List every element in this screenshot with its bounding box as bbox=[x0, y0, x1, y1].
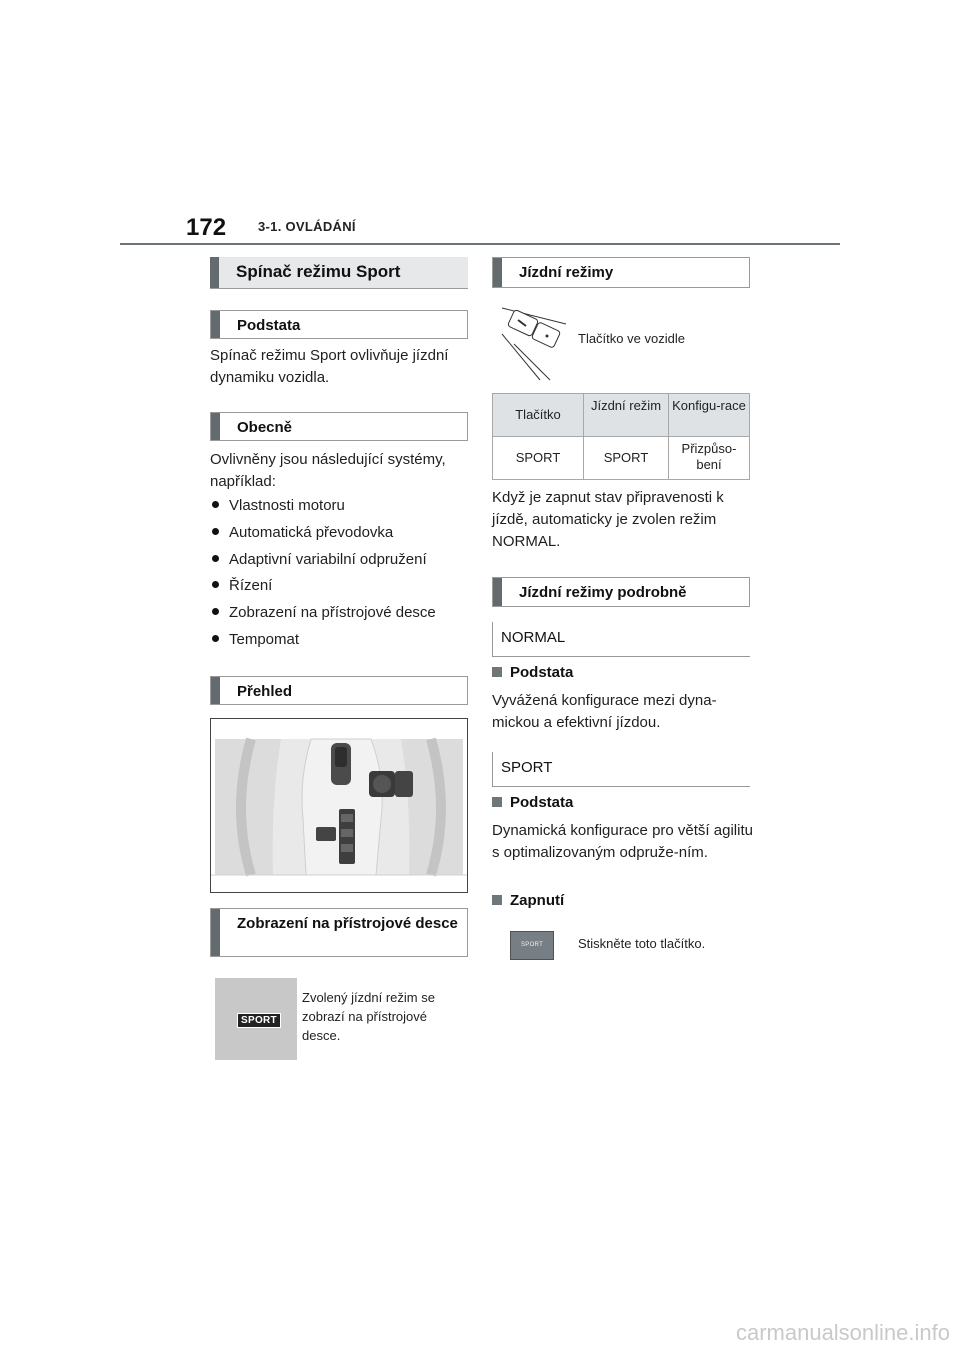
detail-title: Jízdní režimy podrobně bbox=[519, 584, 687, 601]
prehled-title: Přehled bbox=[237, 683, 293, 700]
table-header: Konfigu-race bbox=[669, 394, 750, 437]
dash-title: Zobrazení na přístrojové desce bbox=[237, 915, 458, 932]
table-row bbox=[493, 437, 750, 480]
instrument-display-image bbox=[215, 978, 297, 1060]
sport-subheading: Podstata bbox=[492, 794, 573, 811]
normal-text: Vyvážená konfigurace mezi dyna-mickou a efektivní jízdou. bbox=[492, 692, 717, 731]
modes-heading bbox=[492, 257, 750, 288]
watermark: carmanualsonline.info bbox=[735, 1320, 950, 1345]
bullet-item: Tempomat bbox=[212, 631, 299, 648]
table-cell: SPORT bbox=[584, 437, 669, 480]
bullet-item: Adaptivní variabilní odpružení bbox=[212, 551, 427, 568]
section-heading bbox=[210, 257, 468, 289]
modes-table bbox=[492, 393, 750, 480]
prehled-heading bbox=[210, 676, 468, 705]
page-number: 172 bbox=[186, 214, 227, 241]
ready-text: Když je zapnut stav připravenosti k jízdě, automaticky je zvolen režim NORMAL. bbox=[492, 489, 724, 550]
console-illustration bbox=[211, 719, 467, 892]
obecne-heading bbox=[210, 412, 468, 441]
bullet-item: Automatická převodovka bbox=[212, 524, 393, 541]
obecne-title: Obecně bbox=[237, 419, 293, 436]
normal-mode-box bbox=[492, 622, 750, 657]
podstata-text: Spínač režimu Sport ovlivňuje jízdní dynamiku vozidla. bbox=[210, 347, 449, 386]
header-rule bbox=[120, 243, 840, 245]
sport-mode-badge: SPORT bbox=[237, 1013, 281, 1028]
center-console-image bbox=[210, 718, 468, 893]
sport-button[interactable]: SPORT bbox=[510, 931, 554, 960]
section-title: Spínač režimu Sport bbox=[236, 262, 401, 281]
obecne-intro: Ovlivněny jsou následující systémy, například: bbox=[210, 451, 446, 490]
normal-label: NORMAL bbox=[501, 629, 566, 646]
vehicle-button-image bbox=[500, 304, 568, 382]
normal-subheading: Podstata bbox=[492, 664, 573, 681]
podstata-heading bbox=[210, 310, 468, 339]
sport-mode-box bbox=[492, 752, 750, 787]
detail-heading bbox=[492, 577, 750, 607]
podstata-title: Podstata bbox=[237, 317, 301, 334]
dash-caption: Zvolený jízdní režim se zobrazí na přístrojové desce. bbox=[302, 990, 435, 1043]
table-header: Tlačítko bbox=[493, 394, 584, 437]
button-illustration bbox=[500, 304, 568, 382]
modes-title: Jízdní režimy bbox=[519, 264, 614, 281]
press-caption: Stiskněte toto tlačítko. bbox=[578, 936, 706, 951]
table-header-row bbox=[493, 394, 750, 437]
zapnuti-subheading: Zapnutí bbox=[492, 892, 564, 909]
bullet-item: Vlastnosti motoru bbox=[212, 497, 345, 514]
table-cell: SPORT bbox=[493, 437, 584, 480]
button-caption: Tlačítko ve vozidle bbox=[578, 331, 685, 346]
dash-heading bbox=[210, 908, 468, 957]
sport-text: Dynamická konfigurace pro větší agilitu s optimalizovaným odpruže-ním. bbox=[492, 822, 753, 861]
chapter-title: 3-1. OVLÁDÁNÍ bbox=[258, 219, 356, 234]
table-header: Jízdní režim bbox=[584, 394, 669, 437]
bullet-item: Řízení bbox=[212, 577, 272, 594]
table-cell: Přizpůso-bení bbox=[669, 437, 750, 480]
sport-label: SPORT bbox=[501, 759, 553, 776]
bullet-item: Zobrazení na přístrojové desce bbox=[212, 604, 436, 621]
